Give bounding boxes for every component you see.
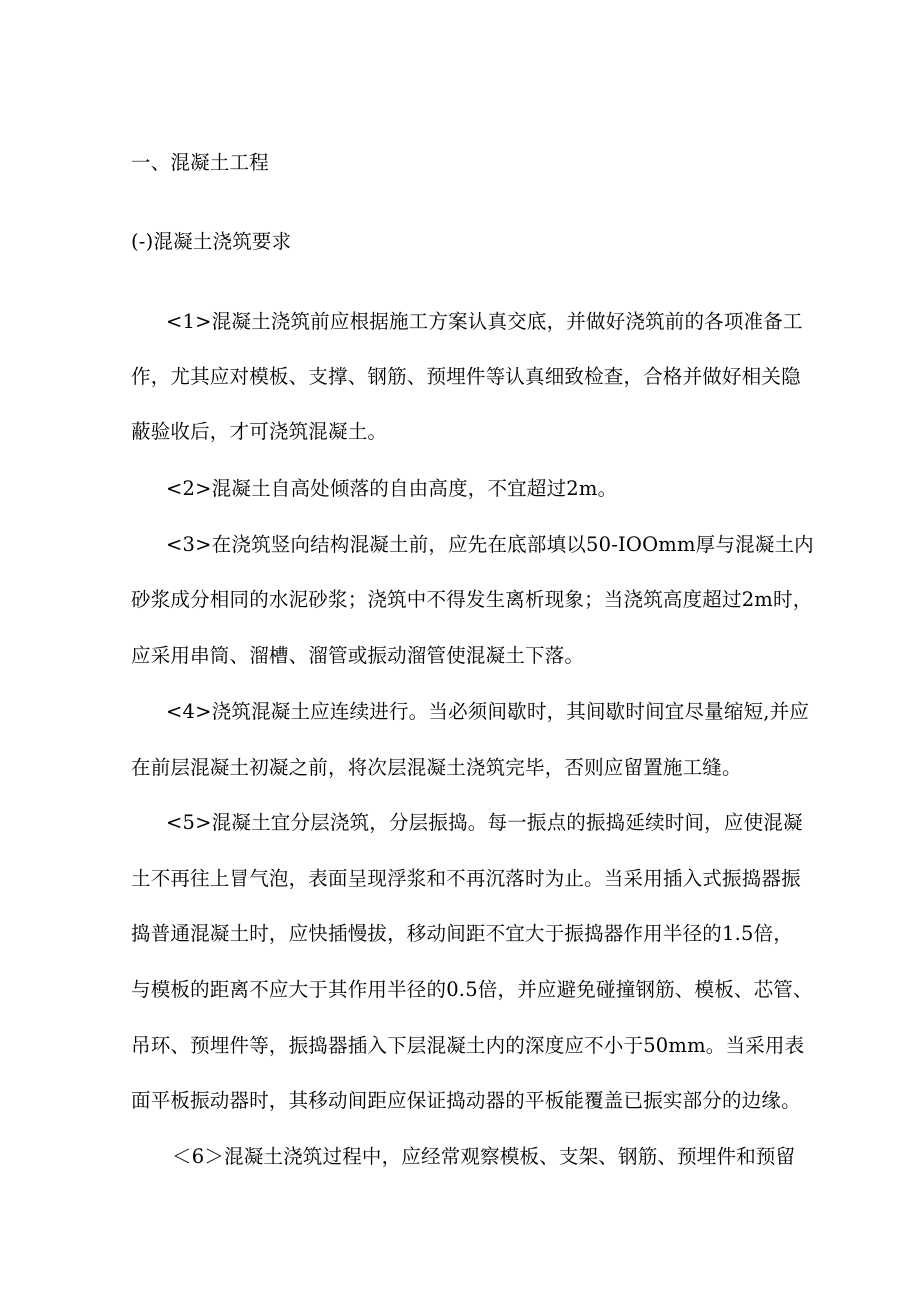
paragraph-line: 捣普通混凝土时，应快插慢拔，移动间距不宜大于振捣器作用半径的1.5倍， xyxy=(131,922,794,945)
paragraph-line: 在前层混凝土初凝之前，将次层混凝土浇筑完毕，否则应留置施工缝。 xyxy=(131,756,742,779)
subsection-title: (-)混凝土浇筑要求 xyxy=(131,230,292,253)
paragraph-line: 吊环、预埋件等，振捣器插入下层混凝土内的深度应不小于50mm。当采用表 xyxy=(131,1034,805,1057)
paragraph-line: 作，尤其应对模板、支撑、钢筋、预埋件等认真细致检查，合格并做好相关隐 xyxy=(131,365,801,388)
paragraph-line: 面平板振动器时，其移动间距应保证捣动器的平板能覆盖已振实部分的边缘。 xyxy=(131,1089,801,1112)
paragraph-line: <3>在浇筑竖向结构混凝土前，应先在底部填以50-IOOmm厚与混凝土内 xyxy=(166,533,814,556)
paragraph-line: 应采用串筒、溜槽、溜管或振动溜管使混凝土下落。 xyxy=(131,644,585,667)
paragraph-line: 砂浆成分相同的水泥砂浆；浇筑中不得发生离析现象；当浇筑高度超过2m时， xyxy=(131,588,813,611)
paragraph-line: 蔽验收后，才可浇筑混凝土。 xyxy=(131,420,388,443)
paragraph-line: <4>浇筑混凝土应连续进行。当必须间歇时，其间歇时间宜尽量缩短,并应 xyxy=(166,700,810,723)
paragraph-line: ＜6＞混凝土浇筑过程中，应经常观察模板、支架、钢筋、预埋件和预留 xyxy=(172,1145,796,1168)
paragraph-line: 土不再往上冒气泡，表面呈现浮浆和不再沉落时为止。当采用插入式振捣器振 xyxy=(131,867,801,890)
paragraph-line: <1>混凝土浇筑前应根据施工方案认真交底，并做好浇筑前的各项准备工 xyxy=(166,310,803,333)
paragraph-line: <5>混凝土宜分层浇筑，分层振捣。每一振点的振捣延续时间，应使混凝 xyxy=(166,811,803,834)
paragraph-line: 与模板的距离不应大于其作用半径的0.5倍，并应避免碰撞钢筋、模板、芯管、 xyxy=(131,978,813,1001)
paragraph-line: <2>混凝土自高处倾落的自由高度，不宜超过2m。 xyxy=(166,477,618,500)
section-title: 一、混凝土工程 xyxy=(131,151,269,174)
